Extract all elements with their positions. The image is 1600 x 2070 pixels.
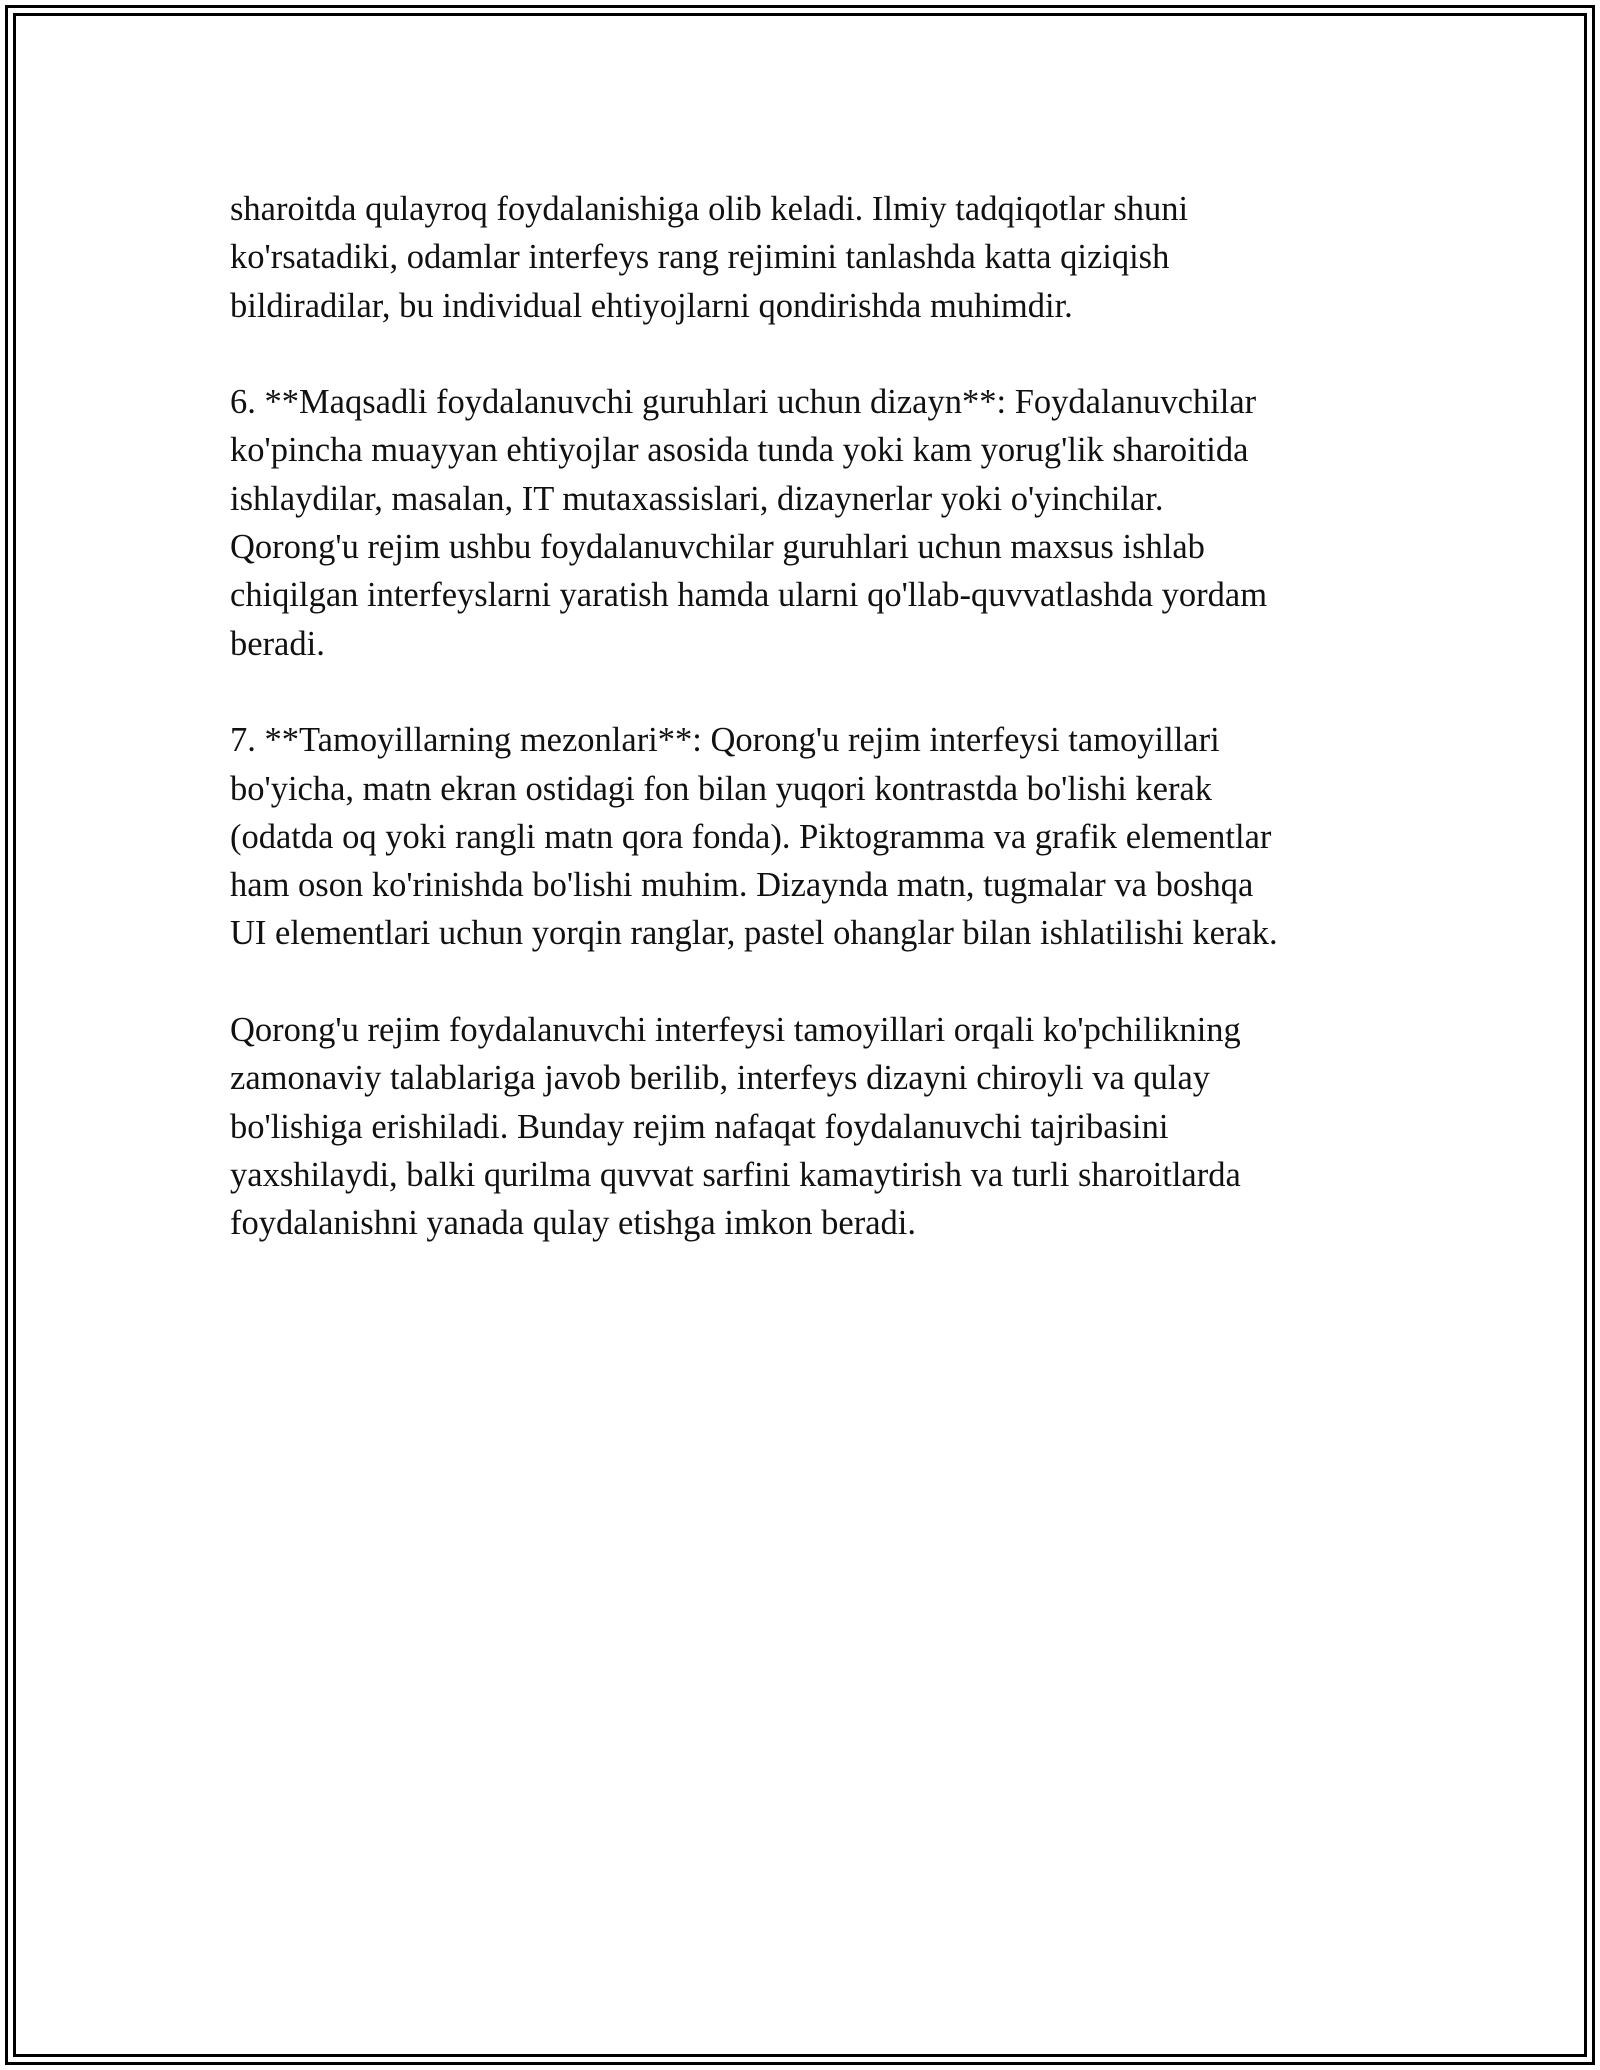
text-line: ham oson ko'rinishda bo'lishi muhim. Dizaynda matn, tugmalar va boshqa (230, 866, 1254, 905)
paragraph-conclusion (230, 1006, 1380, 1247)
text-line: Qorong'u rejim foydalanuvchi interfeysi tamoyillari orqali ko'pchilikning (230, 1011, 1241, 1050)
text-line: UI elementlari uchun yorqin ranglar, pastel ohanglar bilan ishlatilishi kerak. (230, 914, 1278, 953)
text-line: (odatda oq yoki rangli matn qora fonda). Piktogramma va grafik elementlar (230, 817, 1272, 856)
text-line: yaxshilaydi, balki qurilma quvvat sarfini kamaytirish va turli sharoitlarda (230, 1155, 1241, 1194)
text-line: zamonaviy talablariga javob berilib, interfeys dizayni chiroyli va qulay (230, 1059, 1211, 1098)
paragraph-item-7 (230, 716, 1380, 957)
text-line: bo'lishiga erishiladi. Bunday rejim nafaqat foydalanuvchi tajribasini (230, 1107, 1169, 1146)
paragraph-continuation (230, 185, 1380, 330)
document-body (230, 185, 1380, 1248)
text-line: 7. **Tamoyillarning mezonlari**: Qorong'u rejim interfeysi tamoyillari (230, 721, 1220, 760)
text-line: 6. **Maqsadli foydalanuvchi guruhlari uchun dizayn**: Foydalanuvchilar (230, 383, 1257, 422)
text-line: ko'rsatadiki, odamlar interfeys rang rejimini tanlashda katta qiziqish (230, 238, 1170, 277)
text-line: beradi. (230, 624, 325, 663)
text-line: ko'pincha muayyan ehtiyojlar asosida tunda yoki kam yorug'lik sharoitida (230, 431, 1249, 470)
paragraph-item-6 (230, 378, 1380, 668)
text-line: Qorong'u rejim ushbu foydalanuvchilar guruhlari uchun maxsus ishlab (230, 528, 1205, 567)
text-line: sharoitda qulayroq foydalanishiga olib keladi. Ilmiy tadqiqotlar shuni (230, 190, 1189, 228)
text-line: bo'yicha, matn ekran ostidagi fon bilan yuqori kontrastda bo'lishi kerak (230, 769, 1213, 808)
text-line: foydalanishni yanada qulay etishga imkon beradi. (230, 1204, 916, 1243)
text-line: chiqilgan interfeyslarni yaratish hamda ularni qo'llab-quvvatlashda yordam (230, 576, 1268, 615)
text-line: ishlaydilar, masalan, IT mutaxassislari, dizaynerlar yoki o'yinchilar. (230, 479, 1164, 518)
text-line: bildiradilar, bu individual ehtiyojlarni qondirishda muhimdir. (230, 286, 1073, 325)
